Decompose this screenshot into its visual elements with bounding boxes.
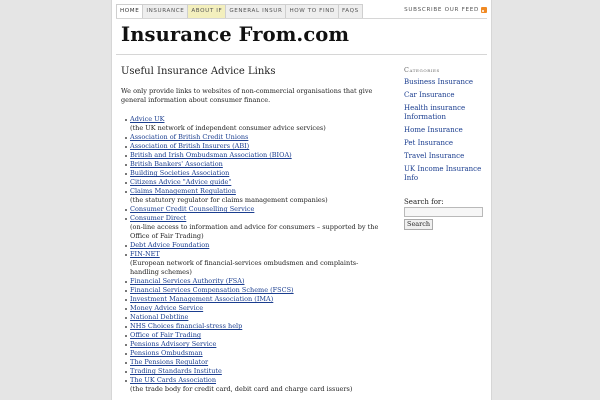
link-list-item bbox=[130, 214, 386, 241]
category-link[interactable]: Pet Insurance bbox=[404, 139, 454, 147]
top-nav bbox=[116, 4, 363, 18]
link-list-item bbox=[130, 151, 386, 160]
advice-link[interactable]: Financial Services Authority (FSA) bbox=[130, 277, 245, 285]
category-item bbox=[404, 91, 490, 100]
advice-link[interactable]: The Pensions Regulator bbox=[130, 358, 209, 366]
subscribe-feed-label[interactable]: SUBSCRIBE OUR FEED bbox=[404, 7, 479, 13]
category-link[interactable]: Business Insurance bbox=[404, 78, 474, 86]
link-description: (the trade body for credit card, debit card and charge card issuers) bbox=[130, 385, 353, 393]
search-input[interactable] bbox=[404, 207, 483, 217]
link-list-item bbox=[130, 286, 386, 295]
link-description: (on-line access to information and advice for consumers – supported by the Office of Fair Trading) bbox=[130, 223, 379, 240]
advice-link[interactable]: Claims Management Regulation bbox=[130, 187, 236, 195]
link-list-item bbox=[130, 250, 386, 277]
advice-link[interactable]: Debt Advice Foundation bbox=[130, 241, 210, 249]
categories-heading: Categories bbox=[404, 66, 440, 74]
category-item bbox=[404, 104, 490, 122]
advice-link[interactable]: NHS Choices financial-stress help bbox=[130, 322, 243, 330]
link-list-item bbox=[130, 205, 386, 214]
link-list-item bbox=[130, 241, 386, 250]
link-list-item bbox=[130, 358, 386, 367]
link-list-item bbox=[130, 376, 386, 394]
page-container bbox=[111, 0, 492, 400]
link-list-item bbox=[130, 304, 386, 313]
link-description: (European network of financial-services ombudsmen and complaints-handling schemes) bbox=[130, 259, 359, 276]
category-link[interactable]: Car Insurance bbox=[404, 91, 455, 99]
tab-general-insur[interactable]: GENERAL INSUR bbox=[226, 4, 286, 19]
category-item bbox=[404, 78, 490, 87]
link-list-item bbox=[130, 169, 386, 178]
subscribe-feed-link[interactable] bbox=[404, 7, 487, 13]
advice-link[interactable]: Citizens Advice "Advice guide" bbox=[130, 178, 232, 186]
link-list-item bbox=[130, 340, 386, 349]
link-description: (the statutory regulator for claims management companies) bbox=[130, 196, 328, 204]
page-heading: Useful Insurance Advice Links bbox=[121, 66, 276, 77]
advice-link[interactable]: Trading Standards Institute bbox=[130, 367, 222, 375]
advice-link[interactable]: Advice UK bbox=[130, 115, 165, 123]
advice-link[interactable]: Association of British Credit Unions bbox=[130, 133, 249, 141]
site-title[interactable]: Insurance From.com bbox=[121, 23, 350, 46]
advice-link[interactable]: Pensions Ombudsman bbox=[130, 349, 203, 357]
main-content bbox=[121, 66, 386, 393]
advice-link[interactable]: Office of Fair Trading bbox=[130, 331, 202, 339]
category-link[interactable]: Home Insurance bbox=[404, 126, 463, 134]
link-list-item bbox=[130, 349, 386, 358]
search-button[interactable]: Search bbox=[404, 219, 433, 230]
link-list-item bbox=[130, 178, 386, 187]
advice-link[interactable]: Consumer Credit Counselling Service bbox=[130, 205, 255, 213]
tab-about-if[interactable]: ABOUT IF bbox=[188, 4, 226, 19]
advice-link[interactable]: Pensions Advisory Service bbox=[130, 340, 217, 348]
category-link[interactable]: Health insurance Information bbox=[404, 104, 466, 121]
link-list-item bbox=[130, 115, 386, 133]
tab-home[interactable]: HOME bbox=[116, 4, 143, 19]
rss-icon[interactable] bbox=[481, 7, 487, 13]
category-item bbox=[404, 165, 490, 183]
category-item bbox=[404, 139, 490, 148]
intro-text: We only provide links to websites of non-commercial organisations that give general information about consumer finance. bbox=[121, 87, 373, 104]
category-item bbox=[404, 126, 490, 135]
link-list-item bbox=[130, 142, 386, 151]
tab-how-to-find[interactable]: HOW TO FIND bbox=[286, 4, 338, 19]
advice-link[interactable]: Association of British Insurers (ABI) bbox=[130, 142, 250, 150]
title-divider bbox=[116, 54, 487, 55]
category-link[interactable]: Travel Insurance bbox=[404, 152, 465, 160]
advice-link[interactable]: National Debtline bbox=[130, 313, 189, 321]
categories-list bbox=[404, 78, 490, 187]
advice-links-list bbox=[130, 115, 386, 394]
link-list-item bbox=[130, 367, 386, 376]
advice-link[interactable]: British and Irish Ombudsman Association (BIOA) bbox=[130, 151, 292, 159]
advice-link[interactable]: British Bankers' Association bbox=[130, 160, 223, 168]
advice-link[interactable]: Financial Services Compensation Scheme (FSCS) bbox=[130, 286, 294, 294]
link-list-item bbox=[130, 313, 386, 322]
link-list-item bbox=[130, 133, 386, 142]
sidebar bbox=[404, 66, 490, 228]
advice-link[interactable]: Investment Management Association (IMA) bbox=[130, 295, 274, 303]
link-list-item bbox=[130, 160, 386, 169]
advice-link[interactable]: Building Societies Association bbox=[130, 169, 230, 177]
link-list-item bbox=[130, 277, 386, 286]
category-item bbox=[404, 152, 490, 161]
link-list-item bbox=[130, 295, 386, 304]
link-list-item bbox=[130, 322, 386, 331]
link-list-item bbox=[130, 187, 386, 205]
advice-link[interactable]: FIN-NET bbox=[130, 250, 160, 258]
link-description: (the UK network of independent consumer advice services) bbox=[130, 124, 326, 132]
tab-faqs[interactable]: FAQS bbox=[339, 4, 363, 19]
search-label: Search for: bbox=[404, 198, 444, 206]
advice-link[interactable]: The UK Cards Association bbox=[130, 376, 217, 384]
link-list-item bbox=[130, 331, 386, 340]
category-link[interactable]: UK Income Insurance Info bbox=[404, 165, 482, 182]
nav-divider bbox=[116, 18, 487, 19]
tab-insurance[interactable]: INSURANCE bbox=[143, 4, 188, 19]
advice-link[interactable]: Money Advice Service bbox=[130, 304, 204, 312]
advice-link[interactable]: Consumer Direct bbox=[130, 214, 187, 222]
